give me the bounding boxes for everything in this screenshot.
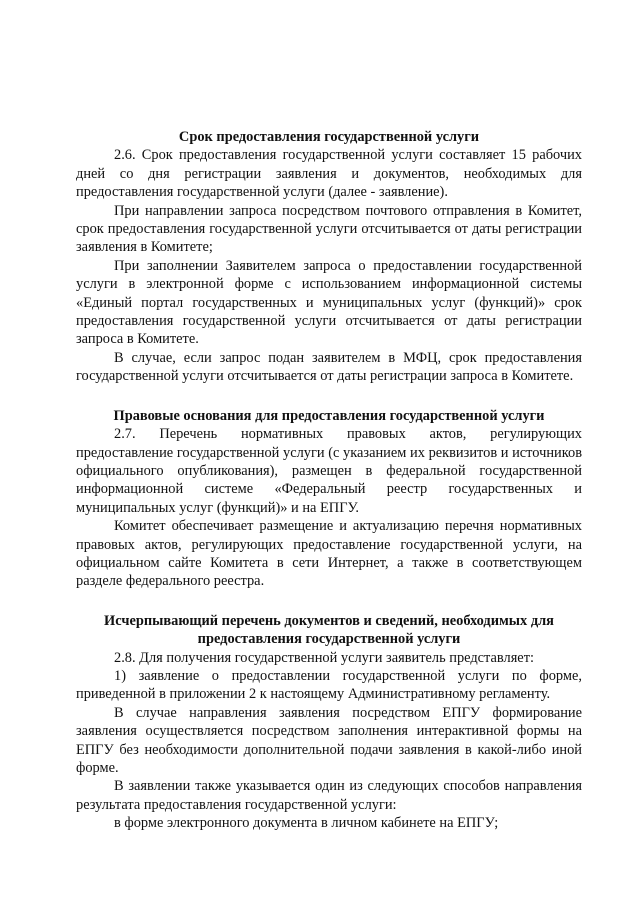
paragraph: 1) заявление о предоставлении государственной услуги по форме, приведенной в приложении 2 к настоящему Административному регламенту.	[76, 667, 582, 703]
section-heading: Правовые основания для предоставления государственной услуги	[113, 407, 545, 424]
paragraph: в форме электронного документа в личном кабинете на ЕПГУ;	[114, 815, 499, 832]
section-spacer	[76, 386, 582, 407]
paragraph: При направлении запроса посредством почтового отправления в Комитет, срок предоставления государственной услуги отсчитывается от даты регистрации заявления в Комитете;	[76, 202, 582, 256]
paragraph: 2.8. Для получения государственной услуги заявитель представляет:	[114, 649, 534, 666]
paragraph: 2.7. Перечень нормативных правовых актов, регулирующих предоставление государственной услуги (с указанием их реквизитов и источников официального опубликования), размещен в федеральной государственной информационной системе «Федеральный реестр государственных и муниципальных услуг (функций)» и на ЕПГУ.	[76, 426, 582, 516]
paragraph: В случае, если запрос подан заявителем в МФЦ, срок предоставления государственной услуги отсчитывается от даты регистрации запроса в Комитете.	[76, 349, 582, 385]
section-heading: Исчерпывающий перечень документов и сведений, необходимых для предоставления государственной услуги	[104, 612, 554, 648]
section-legal-basis	[76, 407, 582, 591]
paragraph: При заполнении Заявителем запроса о предоставлении государственной услуги в электронной форме с использованием информационной системы «Единый портал государственных и муниципальных услуг (функций)» срок предоставления государственной услуги отсчитывается от даты регистрации запроса в Комитете.	[76, 257, 582, 348]
paragraph: В заявлении также указывается один из следующих способов направления результата предоставления государственной услуги:	[76, 778, 582, 813]
paragraph: Комитет обеспечивает размещение и актуализацию перечня нормативных правовых актов, регулирующих предоставление государственной услуги, на официальном сайте Комитета в сети Интернет, а также в соответствующем разделе федерального реестра.	[76, 518, 582, 590]
paragraph: В случае направления заявления посредством ЕПГУ формирование заявления осуществляется посредством заполнения интерактивной формы на ЕПГУ без необходимости дополнительной подачи заявления в какой-либо иной форме.	[76, 704, 582, 776]
section-heading: Срок предоставления государственной услуги	[178, 129, 480, 145]
section-service-term	[76, 128, 582, 386]
paragraph: 2.6. Срок предоставления государственной услуги составляет 15 рабочих дней со дня регистрации заявления и документов, необходимых для предоставления государственной услуги (далее - заявление).	[76, 147, 582, 201]
document-page	[76, 128, 582, 833]
section-required-documents	[76, 612, 582, 833]
section-spacer	[76, 591, 582, 612]
